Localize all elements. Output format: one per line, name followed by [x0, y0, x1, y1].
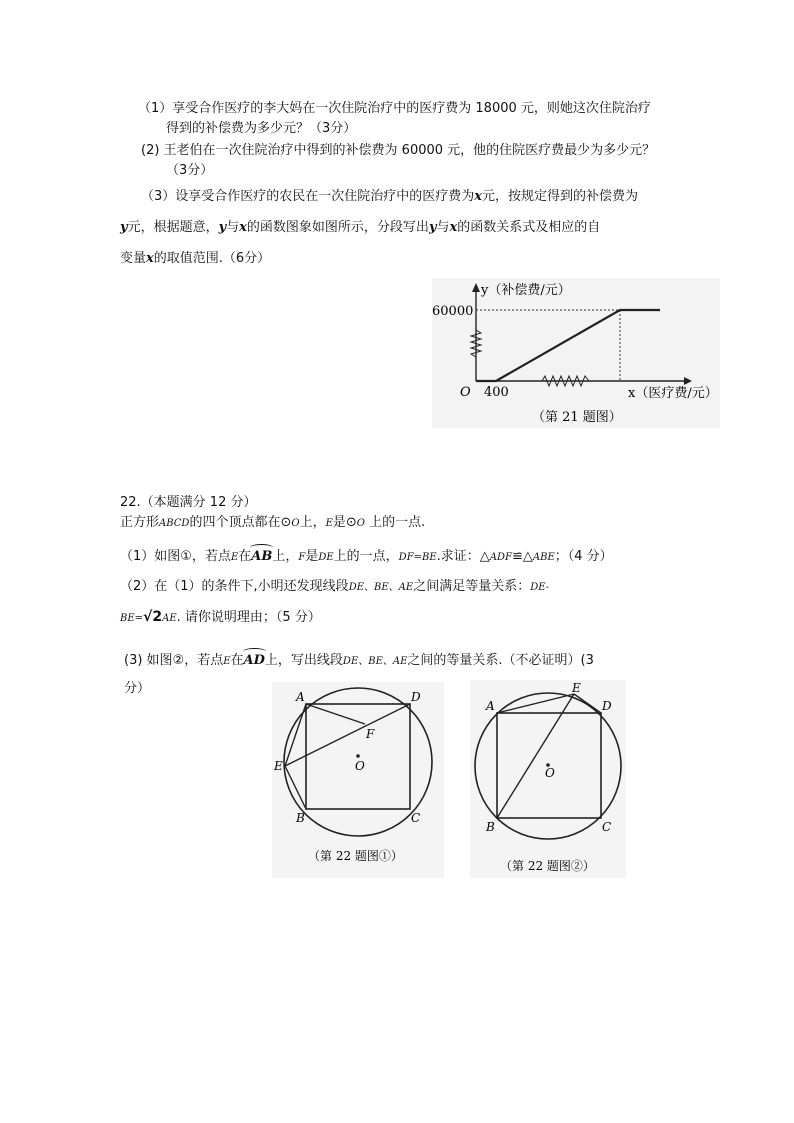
text: 之间满足等量关系： — [413, 579, 531, 594]
text: （3）设享受合作医疗的农民在一次住院治疗中的医疗费为 — [141, 189, 475, 204]
x-tick-label: 400 — [484, 385, 509, 400]
q22-intro — [120, 514, 425, 533]
var: DF=BE — [398, 552, 437, 563]
q22-part3-line1 — [124, 652, 594, 671]
y-tick-label: 60000 — [432, 304, 474, 319]
label-e: E — [572, 681, 581, 695]
label-b: B — [486, 820, 495, 834]
text: 与 — [436, 220, 450, 235]
var: O — [291, 518, 300, 529]
label-o: O — [545, 766, 555, 780]
arc-ab: AB — [251, 549, 273, 564]
figure-caption: （第 22 题图②） — [500, 859, 595, 873]
var: E — [325, 518, 333, 529]
text: 是 — [305, 549, 319, 564]
sqrt-two: √2 — [143, 609, 163, 625]
var-x: x — [146, 251, 154, 266]
text: 在 — [230, 653, 244, 668]
label-a: A — [486, 699, 495, 713]
var: ABCD — [159, 518, 190, 529]
var-y: y — [120, 220, 128, 235]
label-c: C — [411, 811, 421, 825]
text: 变量 — [120, 251, 147, 266]
var: AE — [162, 613, 177, 624]
text: 上的一点. — [365, 515, 426, 530]
label-b: B — [296, 811, 305, 825]
var: E — [230, 552, 239, 563]
text: ；（4 分） — [554, 549, 613, 564]
text: ≌△ — [511, 549, 533, 564]
text: 元，按规定得到的补偿费为 — [482, 189, 639, 204]
text: .求证：△ — [436, 549, 490, 564]
origin-label: O — [460, 385, 471, 400]
text: (3) 如图②，若点 — [124, 653, 224, 668]
q21-part1-line2: 得到的补偿费为多少元？（3分） — [166, 121, 357, 136]
center-point — [356, 754, 360, 758]
text: 的取值范围.（6分） — [153, 251, 271, 266]
x-axis-label: x（医疗费/元） — [628, 386, 718, 401]
text: 正方形 — [120, 515, 160, 530]
var-x: x — [474, 189, 483, 204]
q22-figure-1 — [272, 682, 444, 878]
text: 元，根据题意， — [127, 220, 219, 235]
var: E — [223, 656, 231, 667]
text: 上， — [272, 549, 299, 564]
q22-header: 22.（本题满分 12 分） — [120, 495, 257, 510]
q22-figure-2 — [470, 680, 626, 878]
label-a: A — [296, 690, 305, 704]
q22-part3-line2: 分） — [124, 681, 151, 696]
text: （2）在（1）的条件下,小明还发现线段 — [120, 579, 349, 594]
text: 上， — [299, 515, 326, 530]
arc-ad: AD — [243, 653, 265, 668]
var: DE、BE、AE — [348, 582, 414, 593]
text: . 请你说明理由；（5 分） — [176, 610, 321, 625]
label-d: D — [602, 699, 612, 713]
text: （1）如图①，若点 — [120, 549, 231, 564]
var: F — [298, 552, 306, 563]
figure-caption: （第 22 题图①） — [308, 849, 403, 863]
q21-part3-line1 — [141, 188, 638, 206]
y-axis-label: y（补偿费/元） — [481, 283, 571, 298]
q21-part2-line2: （3分） — [166, 163, 214, 178]
var: DE- — [530, 582, 550, 593]
q21-part1-line1: （1）享受合作医疗的李大妈在一次住院治疗中的医疗费为 18000 元，则她这次住院治疗 — [138, 101, 651, 116]
chart-caption: （第 21 题图） — [532, 410, 622, 425]
var-x: x — [239, 220, 247, 235]
var-x: x — [449, 220, 458, 235]
q22-part1 — [120, 548, 613, 567]
text: 的函数图象如图所示，分段写出 — [246, 220, 429, 235]
text: 是⊙ — [332, 515, 357, 530]
label-d: D — [411, 690, 421, 704]
var: BE= — [120, 613, 144, 624]
q21-part3-line2 — [120, 219, 600, 237]
var-y: y — [428, 220, 437, 235]
label-f: F — [366, 727, 375, 741]
q21-chart — [432, 278, 720, 428]
var: DE — [318, 552, 334, 563]
text: 的函数关系式及相应的自 — [457, 220, 601, 235]
text: 与 — [226, 220, 240, 235]
label-e: E — [274, 759, 283, 773]
var-y: y — [218, 220, 227, 235]
text: 在 — [238, 549, 252, 564]
text: 上的一点， — [333, 549, 399, 564]
var: ABE — [532, 552, 555, 563]
q22-part2-line1 — [120, 578, 549, 597]
var: ADF — [489, 552, 512, 563]
label-c: C — [602, 820, 612, 834]
label-o: O — [355, 759, 365, 773]
q21-part2-line1: (2) 王老伯在一次住院治疗中得到的补偿费为 60000 元，他的住院医疗费最少为多少元？ — [141, 143, 656, 158]
q21-part3-line3 — [120, 250, 270, 268]
text: 上，写出线段 — [264, 653, 343, 668]
var: DE、BE、AE — [342, 656, 408, 667]
q22-part2-line2 — [120, 608, 321, 628]
var: O — [356, 518, 365, 529]
text: 的四个顶点都在⊙ — [189, 515, 292, 530]
text: 之间的等量关系.（不必证明）(3 — [407, 653, 594, 668]
